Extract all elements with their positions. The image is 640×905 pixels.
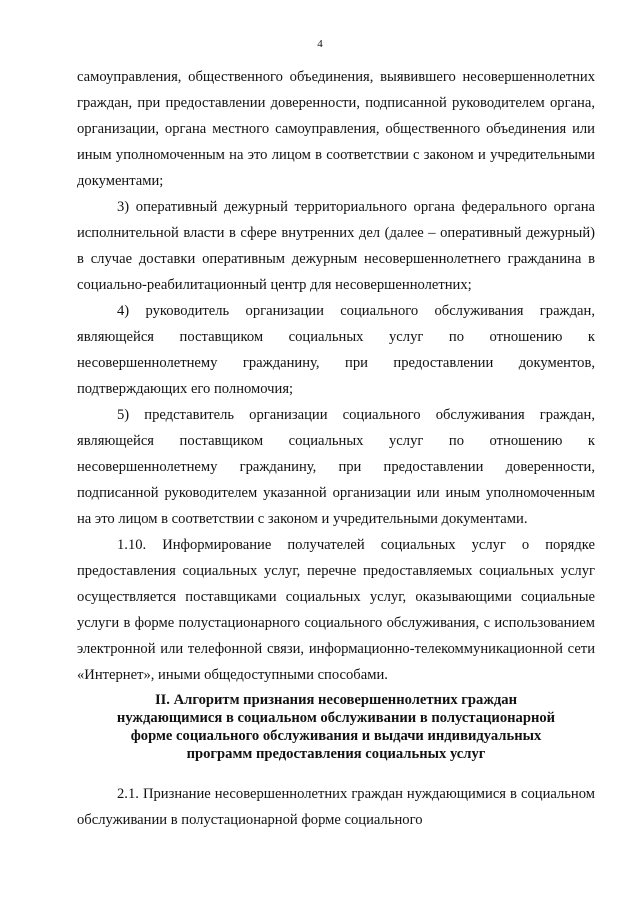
- page-number: 4: [317, 38, 323, 50]
- paragraph-2-1: 2.1. Признание несовершеннолетних граждан нуждающимися в социальном обслуживании в полустационарной форме социального: [77, 786, 595, 828]
- paragraph-item-4: 4) руководитель организации социального обслуживания граждан, являющейся поставщиком социальных услуг по отношению к несовершеннолетнему гражданину, при предоставлении документов, подтверждающих его полномочия;: [77, 303, 595, 397]
- paragraph-item-5: 5) представитель организации социального обслуживания граждан, являющейся поставщиком социальных услуг по отношению к несовершеннолетнему гражданину, при предоставлении доверенности, подписанной руководителем указанной организации или иным уполномоченным на это лицом в соответствии с законом и учредительными документами.: [77, 407, 595, 527]
- paragraph-item-3: 3) оперативный дежурный территориального органа федерального органа исполнительной власти в сфере внутренних дел (далее – оперативный дежурный) в случае доставки оперативным дежурным несовершеннолетнего гражданина в социально-реабилитационный центр для несовершеннолетних;: [77, 199, 595, 293]
- paragraph-1-10: 1.10. Информирование получателей социальных услуг о порядке предоставления социальных услуг, перечне предоставляемых социальных услуг осуществляется поставщиками социальных услуг, оказывающими социальные услуги в форме полустационарного социального обслуживания, с использованием электронной или телефонной связи, информационно-телекоммуникационной сети «Интернет», иными общедоступными способами.: [77, 537, 595, 683]
- document-body: [77, 64, 595, 833]
- section-heading: II. Алгоритм признания несовершеннолетних граждан нуждающимися в социальном обслуживании в полустационарной форме социального обслуживания и выдачи индивидуальных программ предоставления социальных услуг: [116, 692, 556, 762]
- paragraph-continuation: самоуправления, общественного объединения, выявившего несовершеннолетних граждан, при предоставлении доверенности, подписанной руководителем органа, организации, органа местного самоуправления, общественного объединения или иным уполномоченным на это лицом в соответствии с законом и учредительными документами;: [77, 69, 595, 189]
